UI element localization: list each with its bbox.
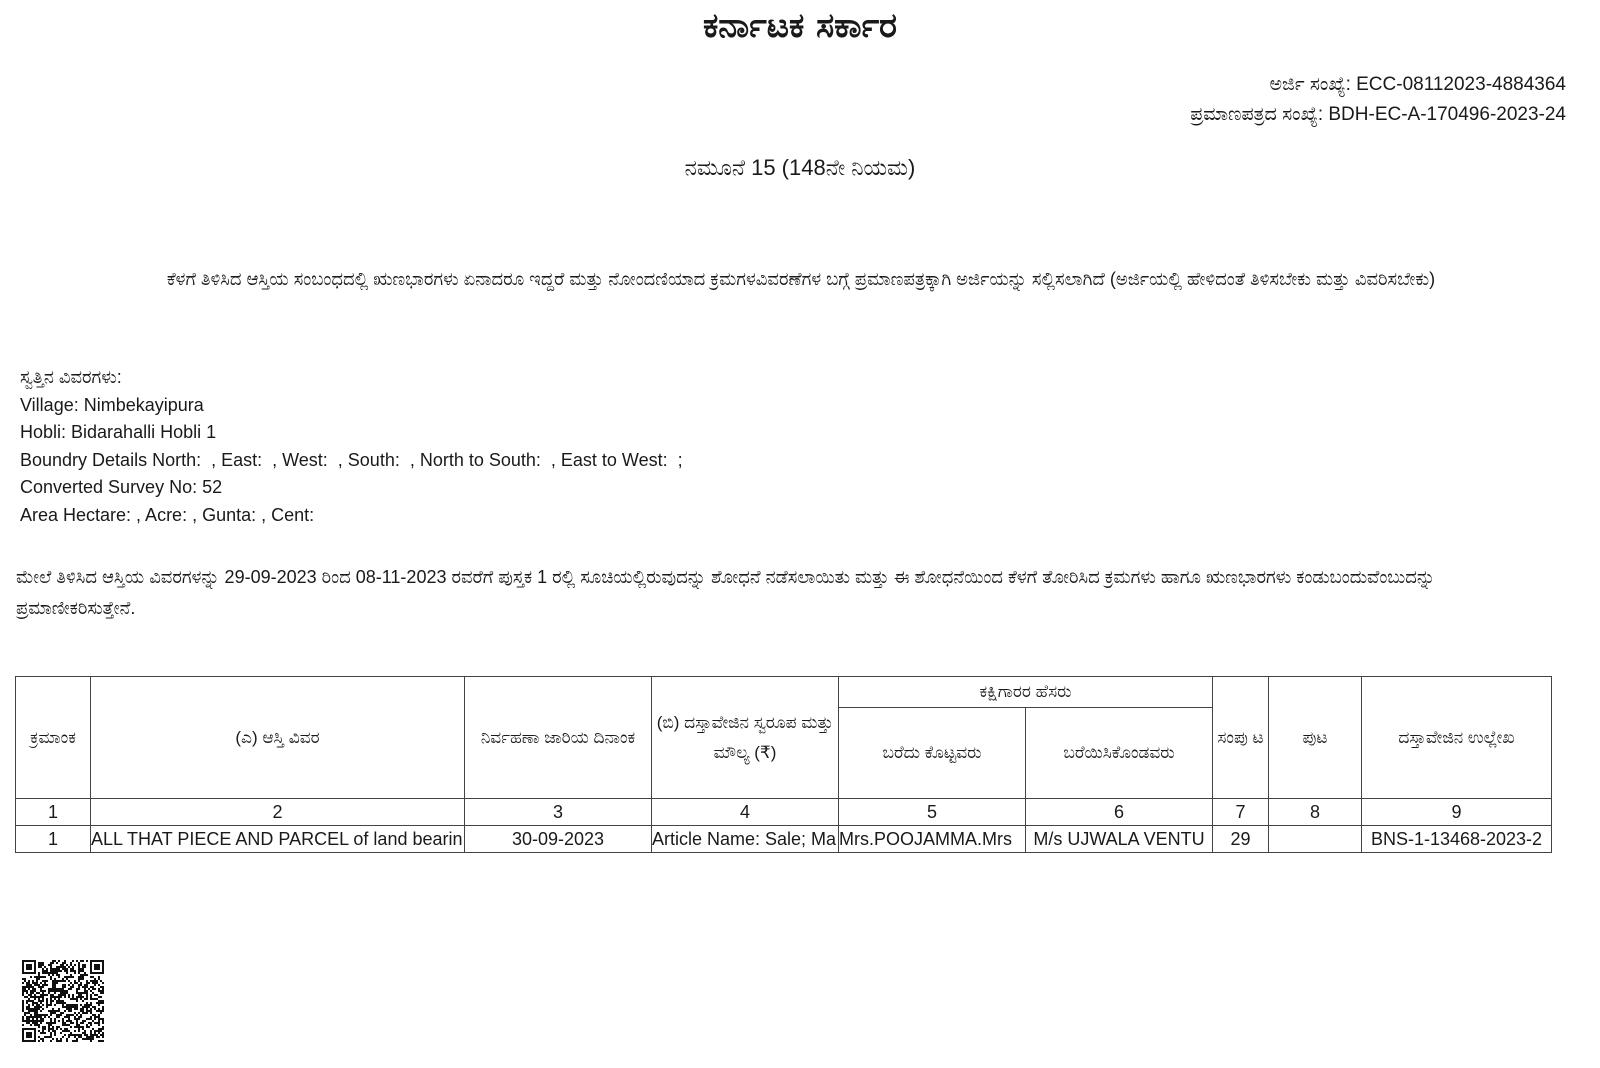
boundary-line: Boundry Details North: , East: , West: , South: , North to South: , East to West: ; [20,449,683,470]
header-property: (ಎ) ಆಸ್ತಿ ವಿವರ [91,677,465,799]
survey-line: Converted Survey No: 52 [20,477,223,497]
column-number: 9 [1362,799,1552,826]
header-page: ಪುಟ [1269,677,1362,799]
cell-execution-date: 30-09-2023 [465,826,652,853]
header-execution-date: ನಿರ್ವಹಣಾ ಜಾರಿಯ ದಿನಾಂಕ [465,677,652,799]
certification-paragraph: ಮೇಲೆ ತಿಳಿಸಿದ ಆಸ್ತಿಯ ವಿವರಗಳನ್ನು 29-09-2023 ರಿಂದ 08-11-2023 ರವರೆಗೆ ಪುಸ್ತಕ 1 ರಲ್ಲಿ ಸೂಚಿಯಲ್ಲಿರುವುದನ್ನು ಶೋಧನೆ ನಡೆಸಲಾಯಿತು ಮತ್ತು ಈ ಶೋಧನೆಯಿಂದ ಕೆಳಗೆ ತೋರಿಸಿದ ಕ್ರಮಗಳು ಹಾಗೂ ಋಣಭಾರಗಳು ಕಂಡುಬಂದುವೆಂಬುದನ್ನು ಪ್ರಮಾಣೀಕರಿಸುತ್ತೇನೆ. [16,567,1436,618]
column-number: 2 [91,799,465,826]
header-executant: ಬರೆದು ಕೊಟ್ಟವರು [839,708,1026,799]
column-number: 5 [839,799,1026,826]
table-row [16,826,1552,853]
cell-executant: Mrs.POOJAMMA.Mrs [839,826,1026,853]
header-volume: ಸಂಪು ಟ [1213,677,1269,799]
property-heading: ಸ್ವತ್ತಿನ ವಿವರಗಳು: [20,367,122,387]
column-number: 7 [1213,799,1269,826]
cell-doc-nature: Article Name: Sale; Ma [652,826,839,853]
header-doc-ref: ದಸ್ತಾವೇಜಿನ ಉಲ್ಲೇಖ [1362,677,1552,799]
form-number: ನಮೂನೆ 15 (148ನೇ ನಿಯಮ) [684,155,916,180]
reference-numbers [1190,70,1566,130]
cell-property: ALL THAT PIECE AND PARCEL of land bearin [91,826,465,853]
column-number: 4 [652,799,839,826]
page-title: ಕರ್ನಾಟಕ ಸರ್ಕಾರ [702,6,898,46]
application-number: ಅರ್ಜಿ ಸಂಖ್ಯೆ: ECC-08112023-4884364 [1269,74,1566,95]
header-serial: ಕ್ರಮಾಂಕ [16,677,91,799]
area-line: Area Hectare: , Acre: , Gunta: , Cent: [20,504,315,525]
column-number: 3 [465,799,652,826]
cell-page [1269,826,1362,853]
column-number: 6 [1026,799,1213,826]
certificate-number: ಪ್ರಮಾಣಪತ್ರದ ಸಂಖ್ಯೆ: BDH-EC-A-170496-2023-24 [1190,104,1566,125]
cell-doc-ref: BNS-1-13468-2023-2 [1362,826,1552,853]
village-line: Village: Nimbekayipura [20,394,204,415]
hobli-line: Hobli: Bidarahalli Hobli 1 [20,422,217,442]
intro-paragraph: ಕೆಳಗೆ ತಿಳಿಸಿದ ಆಸ್ತಿಯ ಸಂಬಂಧದಲ್ಲಿ ಋಣಭಾರಗಳು ಏನಾದರೂ ಇದ್ದರೆ ಮತ್ತು ನೋಂದಣಿಯಾದ ಕ್ರಮಗಳವಿವರಣೆಗಳ ಬಗ್ಗೆ ಪ್ರಮಾಣಪತ್ರಕ್ಕಾಗಿ ಅರ್ಜಿಯನ್ನು ಸಲ್ಲಿಸಲಾಗಿದೆ (ಅರ್ಜಿಯಲ್ಲಿ ಹೇಳಿದಂತೆ ತಿಳಿಸಬೇಕು ಮತ್ತು ವಿವರಿಸಬೇಕು) [166,269,1436,289]
cell-volume: 29 [1213,826,1269,853]
encumbrance-table [15,676,1552,853]
column-number-row [16,799,1552,826]
header-claimant: ಬರೆಯಿಸಿಕೊಂಡವರು [1026,708,1213,799]
property-details [20,364,683,529]
column-number: 8 [1269,799,1362,826]
cell-claimant: M/s UJWALA VENTU [1026,826,1213,853]
cell-serial: 1 [16,826,91,853]
header-doc-nature: (ಬಿ) ದಸ್ತಾವೇಜಿನ ಸ್ವರೂಪ ಮತ್ತು ಮೌಲ್ಯ (₹) [652,677,839,799]
column-number: 1 [16,799,91,826]
qr-code-icon [22,960,104,1042]
header-parties: ಕಕ್ಷಿಗಾರರ ಹೆಸರು [839,677,1213,708]
